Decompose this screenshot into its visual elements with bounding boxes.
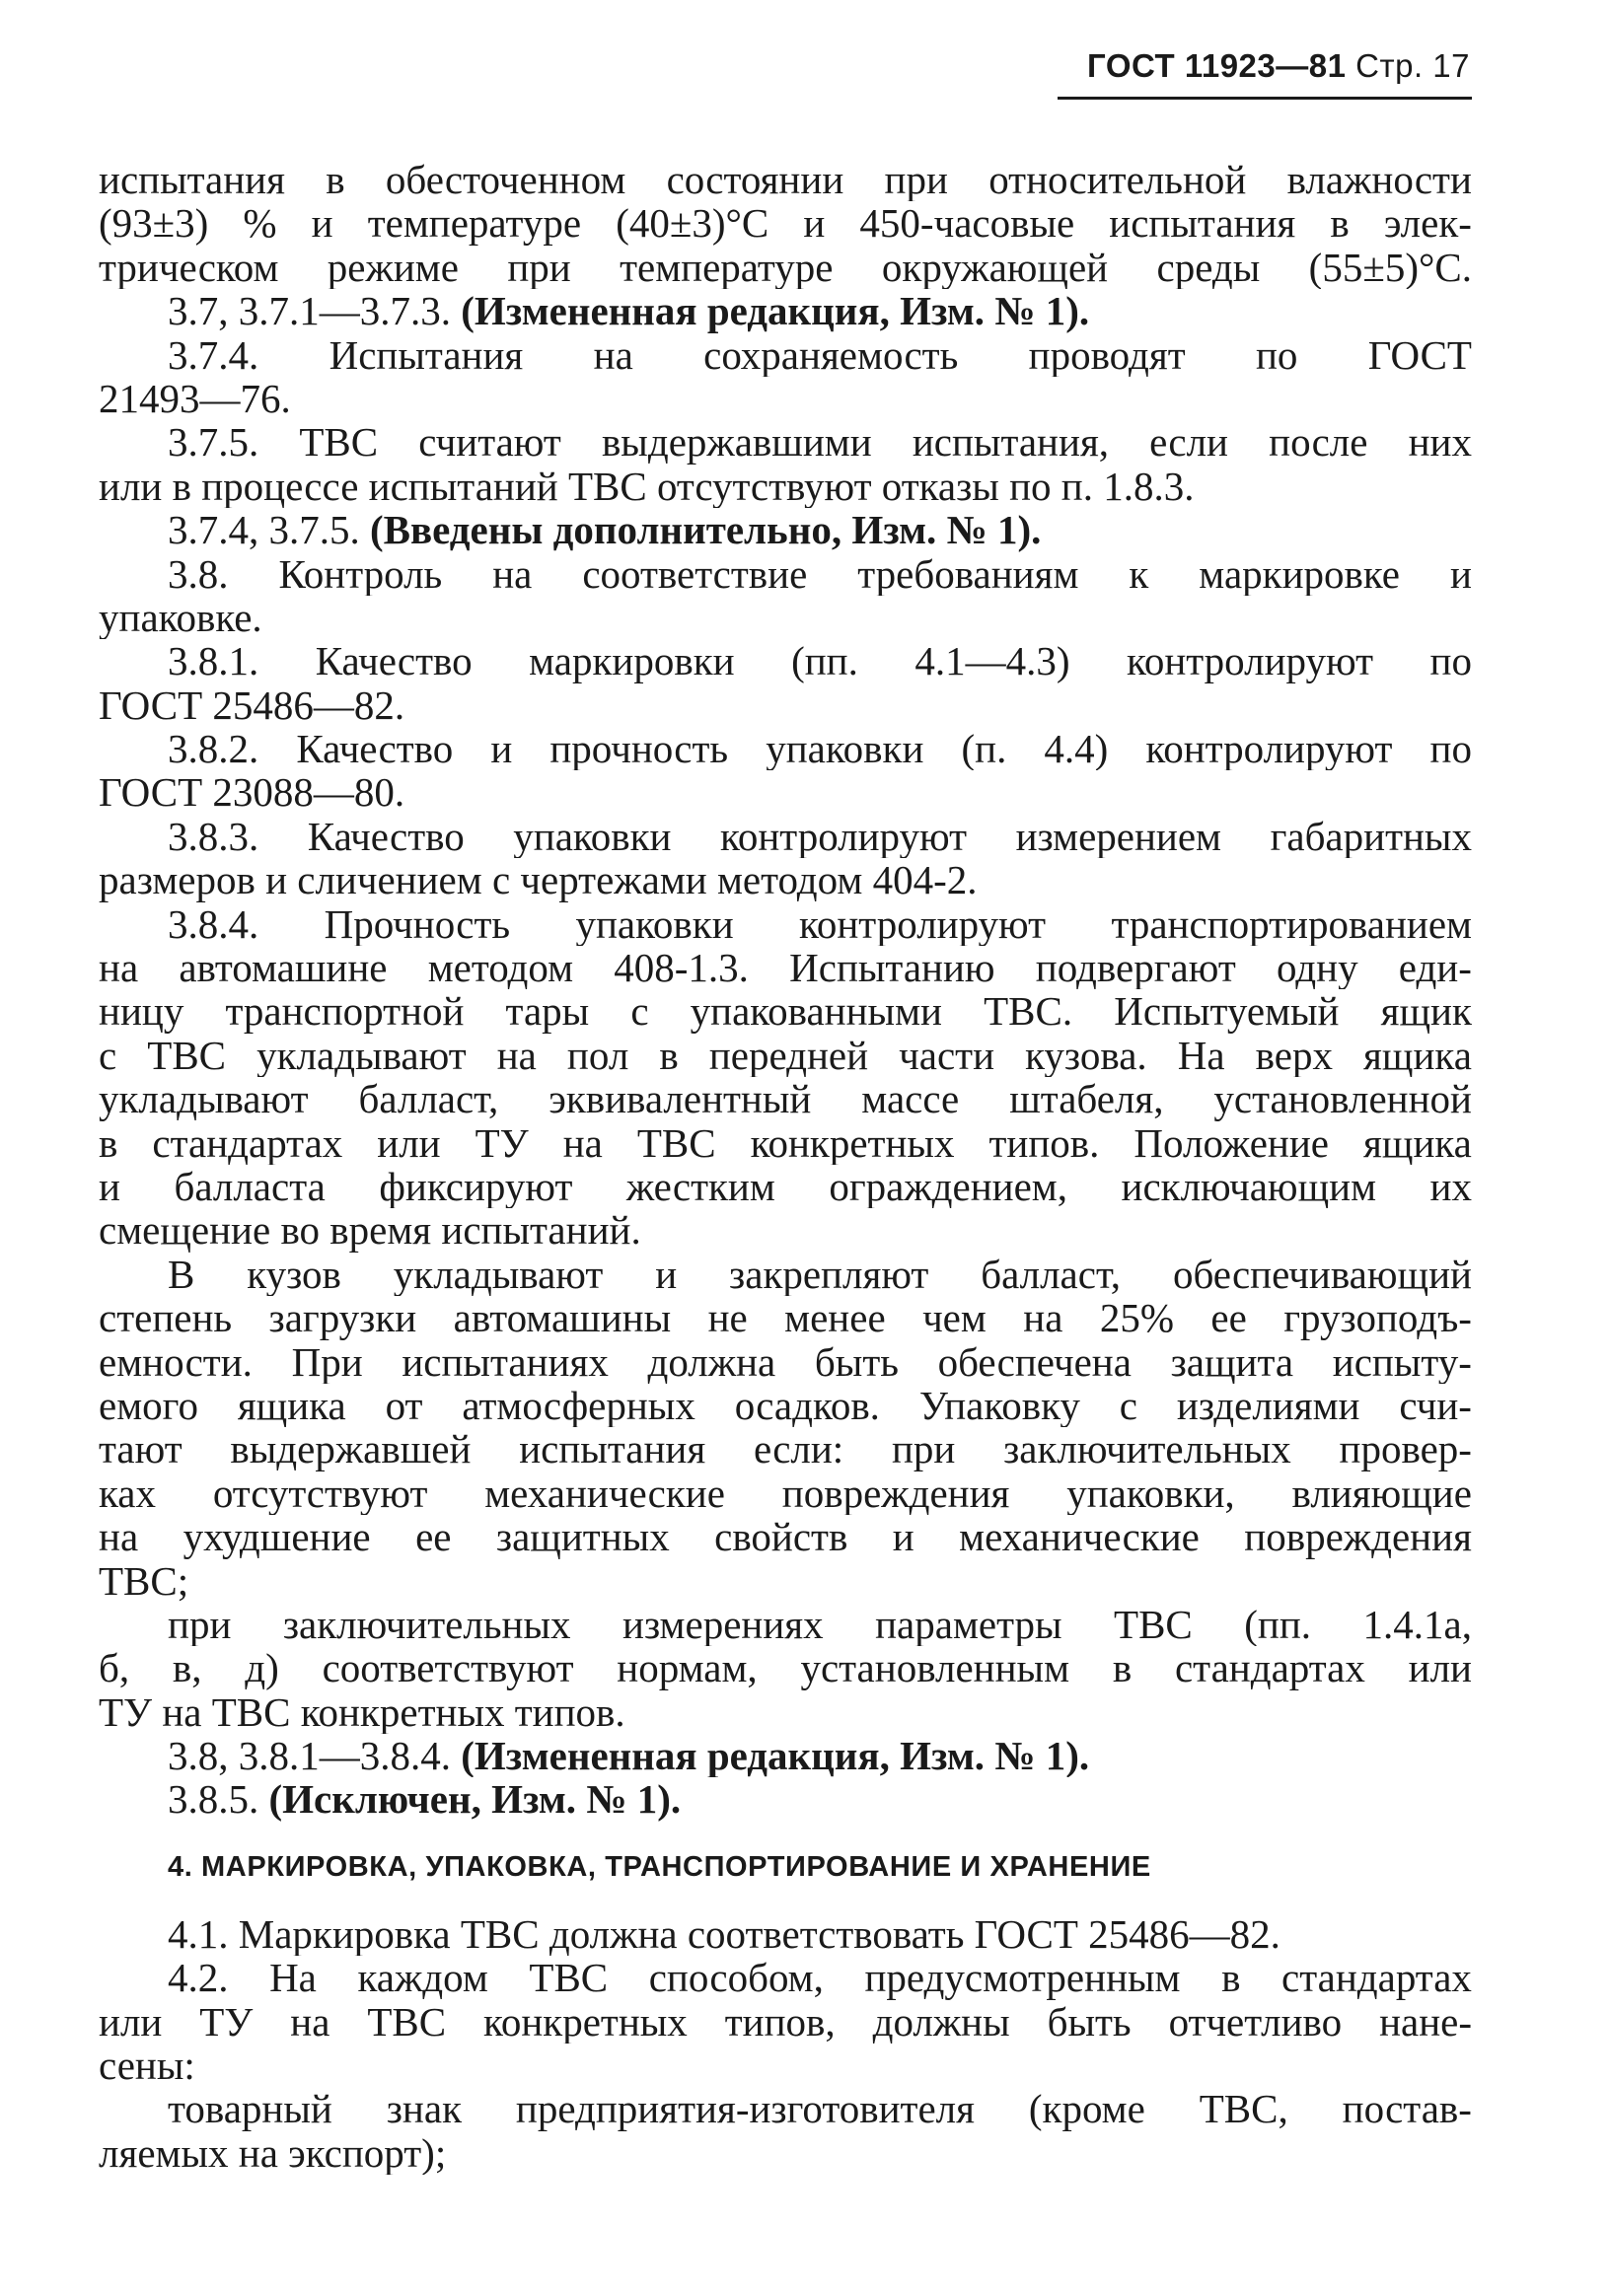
word: в <box>1112 1646 1133 1690</box>
word: в <box>659 1033 679 1078</box>
word: ках <box>99 1471 156 1516</box>
word: отчетливо <box>1168 1999 1343 2045</box>
word: в, <box>172 1646 202 1690</box>
word: по <box>1429 639 1472 683</box>
text-line: ляемых на экспорт); <box>99 2130 447 2176</box>
word: с <box>630 989 649 1034</box>
word: транспортной <box>225 989 465 1034</box>
amendment-note: (Измененная редакция, Изм. № 1). <box>461 289 1090 333</box>
text-line <box>99 815 1472 858</box>
amendment-note: (Измененная редакция, Изм. № 1). <box>461 1734 1090 1778</box>
word: ТУ <box>199 1999 254 2045</box>
word: упаковки <box>766 727 924 771</box>
word: автомашине <box>179 946 388 990</box>
text-line <box>99 1646 1472 1689</box>
text-line <box>99 552 1472 596</box>
text-line: ТВС; <box>99 1558 189 1603</box>
word: них <box>1408 420 1472 465</box>
word: балласта <box>174 1164 326 1209</box>
word: в <box>1330 201 1350 246</box>
word: ТВС <box>636 1120 716 1165</box>
text-line <box>99 946 1472 989</box>
word: провер- <box>1339 1427 1472 1471</box>
word: с <box>1119 1383 1137 1428</box>
word: 3.8.2. <box>168 727 259 771</box>
word: степень <box>99 1296 233 1340</box>
word: по <box>1255 332 1298 377</box>
word: подвергают <box>1035 946 1236 990</box>
word: кузова. <box>1025 1033 1147 1078</box>
word: должны <box>872 1999 1010 2045</box>
word: Контроль <box>278 551 443 596</box>
word: Испытуемый <box>1114 989 1340 1034</box>
word: части <box>899 1033 995 1078</box>
word: заключительных <box>282 1602 571 1647</box>
word: ограждением, <box>829 1164 1068 1209</box>
word: контролируют <box>1126 639 1374 683</box>
word: на <box>290 1999 330 2045</box>
word: 3.8.4. <box>168 901 259 947</box>
word: пол <box>566 1033 629 1078</box>
word: (55±5)°С. <box>1308 245 1472 290</box>
word: не <box>707 1296 748 1340</box>
word: механические <box>484 1471 725 1516</box>
word: и <box>655 1252 678 1297</box>
word: если: <box>753 1427 844 1471</box>
word: 1.4.1а, <box>1362 1602 1472 1647</box>
word: (п. <box>961 727 1007 771</box>
word: их <box>1429 1164 1472 1209</box>
word: маркировки <box>529 639 735 683</box>
word: на <box>593 332 633 377</box>
word: предприятия-изготовителя <box>515 2087 975 2131</box>
word: 25% <box>1099 1296 1174 1340</box>
word: передней <box>708 1033 869 1078</box>
text-line <box>99 902 1472 946</box>
word: и <box>803 201 826 246</box>
word: обеспечена <box>937 1339 1132 1384</box>
word: по <box>1429 727 1472 771</box>
word: ницу <box>99 989 184 1034</box>
text-line <box>99 1515 1472 1558</box>
word: считают <box>418 420 561 465</box>
text-line <box>99 289 1472 332</box>
word: после <box>1269 420 1368 465</box>
word: На <box>269 1956 317 2000</box>
word: от <box>385 1383 423 1428</box>
word: свойств <box>714 1515 848 1559</box>
word: измерениях <box>622 1602 824 1647</box>
text-line: упаковке. <box>99 595 262 640</box>
word: на <box>492 551 533 596</box>
word: контролируют <box>799 901 1047 947</box>
word: на <box>1023 1296 1063 1340</box>
word: 3.7.5. <box>168 420 259 465</box>
text-line <box>99 1956 1472 1999</box>
text-line <box>99 1296 1472 1339</box>
text-line <box>99 201 1472 245</box>
word: и <box>490 727 513 771</box>
text-line <box>99 1777 1472 1821</box>
word: ее <box>1210 1296 1247 1340</box>
line-text: 3.8, 3.8.1—3.8.4. <box>168 1734 462 1778</box>
text-line <box>99 1253 1472 1296</box>
word: ТВС <box>1114 1602 1193 1647</box>
word: если <box>1149 420 1228 465</box>
word: требованиям <box>857 551 1079 596</box>
standard-number: ГОСТ 11923—81 <box>1087 47 1347 84</box>
word: среды <box>1156 245 1261 290</box>
word: счи- <box>1399 1383 1472 1428</box>
word: тают <box>99 1427 183 1471</box>
word: 450-часовые <box>859 201 1075 246</box>
word: осадков. <box>734 1383 880 1428</box>
word: или <box>99 1999 163 2045</box>
word: емности. <box>99 1339 253 1384</box>
word: эквивалентный <box>549 1077 812 1121</box>
word: температуре <box>367 201 582 246</box>
word: и <box>1449 551 1472 596</box>
word: постав- <box>1342 2087 1472 2131</box>
text-line <box>99 1471 1472 1515</box>
word: укладывают <box>99 1077 309 1121</box>
word: фиксируют <box>379 1164 573 1209</box>
word: предусмотренным <box>864 1956 1181 2000</box>
text-line <box>99 1034 1472 1077</box>
word: контролируют <box>1145 727 1393 771</box>
word: механические <box>959 1515 1200 1559</box>
word: должна <box>647 1339 776 1384</box>
word: укладывают <box>256 1033 467 1078</box>
header-rule <box>1058 97 1472 100</box>
text-line <box>99 246 1472 289</box>
word: ящика <box>237 1383 346 1428</box>
word: и <box>311 201 333 246</box>
word: транспортированием <box>1111 901 1472 947</box>
text-block-section-4 <box>99 1912 1472 2175</box>
text-line: сены: <box>99 2044 195 2088</box>
word: состоянии <box>666 158 844 202</box>
word: повреждения <box>781 1471 1010 1516</box>
text-line <box>99 508 1472 551</box>
word: штабеля, <box>1009 1077 1164 1121</box>
text-line: размеров и сличением с чертежами методом 404-2. <box>99 858 978 902</box>
word: При <box>291 1339 363 1384</box>
word: ТВС <box>367 1999 447 2045</box>
text-line <box>99 420 1472 464</box>
text-line <box>99 1603 1472 1646</box>
word: упаковки <box>575 901 734 947</box>
amendment-note: (Исключен, Изм. № 1). <box>268 1777 682 1822</box>
word: с <box>99 1033 117 1078</box>
word: чем <box>922 1296 987 1340</box>
word: прочность <box>549 727 729 771</box>
word: (пп. <box>791 639 858 683</box>
word: Упаковку <box>918 1383 1080 1428</box>
word: емого <box>99 1383 198 1428</box>
text-block-section-3 <box>99 158 1472 1822</box>
word: % <box>243 201 277 246</box>
word: заключительных <box>1003 1427 1291 1471</box>
text-line <box>99 1121 1472 1165</box>
word: жестким <box>625 1164 775 1209</box>
word: нормам, <box>617 1646 758 1690</box>
word: обеспечивающий <box>1172 1252 1472 1297</box>
text-line: или в процессе испытаний ТВС отсутствуют отказы по п. 1.8.3. <box>99 464 1195 509</box>
line-text: 3.7.4, 3.7.5. <box>168 508 370 552</box>
word: кузов <box>247 1252 341 1297</box>
word: (40±3)°С <box>616 201 769 246</box>
word: стандартах <box>152 1120 343 1165</box>
word: 4.4) <box>1044 727 1109 771</box>
word: испытания, <box>912 420 1110 465</box>
word: упаковки, <box>1066 1471 1235 1516</box>
word: ящик <box>1380 989 1472 1034</box>
word: выдержавшей <box>230 1427 472 1471</box>
word: ТВС, <box>1199 2087 1288 2131</box>
word: Качество <box>315 639 473 683</box>
text-line <box>99 158 1472 201</box>
word: маркировке <box>1199 551 1400 596</box>
word: отсутствуют <box>212 1471 428 1516</box>
word: окружающей <box>881 245 1109 290</box>
word: соответствуют <box>322 1646 574 1690</box>
word: одну <box>1276 946 1358 990</box>
word: испытания <box>1109 201 1296 246</box>
word: конкретных <box>483 1999 688 2045</box>
word: каждом <box>357 1956 488 2000</box>
word: быть <box>814 1339 899 1384</box>
word: защита <box>1170 1339 1294 1384</box>
word: знак <box>386 2087 462 2131</box>
page-number: Стр. 17 <box>1355 47 1470 84</box>
word: или <box>377 1120 441 1165</box>
word: проводят <box>1028 332 1186 377</box>
word: атмосферных <box>462 1383 695 1428</box>
text-line: ГОСТ 23088—80. <box>99 770 405 815</box>
word: исключающим <box>1121 1164 1377 1209</box>
word: температуре <box>620 245 834 290</box>
word: (93±3) <box>99 201 209 246</box>
word: и <box>892 1515 914 1559</box>
text-line <box>99 1077 1472 1120</box>
word: относительной <box>988 158 1247 202</box>
word: 3.8.1. <box>168 639 259 683</box>
word: еди- <box>1398 946 1472 990</box>
word: ящика <box>1363 1033 1472 1078</box>
word: ТВС <box>529 1956 609 2000</box>
word: изделиями <box>1176 1383 1360 1428</box>
word: б, <box>99 1646 130 1690</box>
word: выдержавшими <box>601 420 872 465</box>
word: Испытанию <box>789 946 995 990</box>
word: автомашины <box>453 1296 672 1340</box>
text-line <box>99 1734 1472 1777</box>
word: методом <box>427 946 574 990</box>
word: режиме <box>327 245 459 290</box>
word: на <box>99 946 139 990</box>
word: загрузки <box>268 1296 417 1340</box>
word: закрепляют <box>729 1252 929 1297</box>
word: испытания <box>519 1427 706 1471</box>
word: Испытания <box>329 332 524 377</box>
word: защитных <box>495 1515 670 1559</box>
word: 3.8. <box>168 551 229 596</box>
word: д) <box>245 1646 279 1690</box>
word: к <box>1129 551 1149 596</box>
word: габаритных <box>1270 814 1472 859</box>
word: стандартах <box>1174 1646 1365 1690</box>
word: ТУ <box>475 1120 529 1165</box>
text-line <box>99 2087 1472 2130</box>
word: влажности <box>1286 158 1472 202</box>
page-header <box>1056 47 1470 85</box>
word: верх <box>1255 1033 1333 1078</box>
word: в <box>1221 1956 1241 2000</box>
word: 408-1.3. <box>614 946 749 990</box>
word: при <box>891 1427 956 1471</box>
word: (пп. <box>1244 1602 1312 1647</box>
word: товарный <box>168 2087 332 2131</box>
word: на <box>562 1120 603 1165</box>
word: испытания <box>99 158 285 202</box>
word: при <box>884 158 948 202</box>
word: типов. <box>988 1120 1100 1165</box>
word: параметры <box>875 1602 1062 1647</box>
word: типов, <box>724 1999 836 2045</box>
word: конкретных <box>750 1120 955 1165</box>
text-line <box>99 727 1472 770</box>
word: испыту- <box>1332 1339 1472 1384</box>
word: Положение <box>1134 1120 1329 1165</box>
word: 3.8.3. <box>168 814 259 859</box>
word: ТВС <box>147 1033 227 1078</box>
word: при <box>168 1602 232 1647</box>
word: или <box>1408 1646 1472 1690</box>
word: установленной <box>1213 1077 1472 1121</box>
word: в <box>99 1120 118 1165</box>
text-line: 4.1. Маркировка ТВС должна соответствовать ГОСТ 25486—82. <box>168 1911 1280 1957</box>
word: укладывают <box>393 1252 604 1297</box>
word: на <box>496 1033 537 1078</box>
word: В <box>168 1252 195 1297</box>
word: Прочность <box>324 901 511 947</box>
word: массе <box>861 1077 960 1121</box>
word: соответствие <box>582 551 808 596</box>
word: испытаниях <box>402 1339 609 1384</box>
text-line: 21493—76. <box>99 376 291 421</box>
text-line <box>99 639 1472 682</box>
word: ТВС <box>299 420 379 465</box>
word: ящика <box>1363 1120 1472 1165</box>
word: Качество <box>307 814 465 859</box>
line-text: 3.8.5. <box>168 1777 269 1822</box>
amendment-note: (Введены дополнительно, Изм. № 1). <box>370 508 1042 552</box>
word: нане- <box>1379 1999 1472 2045</box>
word: способом, <box>648 1956 824 2000</box>
text-line <box>99 2000 1472 2044</box>
text-line: ТУ на ТВС конкретных типов. <box>99 1689 625 1735</box>
word: повреждения <box>1244 1515 1472 1559</box>
text-line <box>99 1165 1472 1208</box>
word: в <box>326 158 345 202</box>
text-line: смещение во время испытаний. <box>99 1208 641 1253</box>
word: 4.2. <box>168 1956 229 2000</box>
text-line <box>99 989 1472 1033</box>
word: на <box>99 1515 139 1559</box>
word: и <box>99 1164 120 1209</box>
word: ТВС. <box>984 989 1073 1034</box>
word: трическом <box>99 245 279 290</box>
word: стандартах <box>1281 1956 1472 2000</box>
word: 4.1—4.3) <box>914 639 1070 683</box>
word: 3.7.4. <box>168 332 259 377</box>
line-text: 3.7, 3.7.1—3.7.3. <box>168 289 462 333</box>
text-line <box>99 1384 1472 1427</box>
word: ее <box>415 1515 452 1559</box>
word: менее <box>784 1296 886 1340</box>
word: сохраняемость <box>703 332 959 377</box>
word: установленным <box>800 1646 1070 1690</box>
word: балласт, <box>358 1077 499 1121</box>
word: контролируют <box>720 814 968 859</box>
word: элек- <box>1383 201 1472 246</box>
word: при <box>507 245 571 290</box>
word: балласт, <box>981 1252 1122 1297</box>
word: На <box>1177 1033 1225 1078</box>
section-heading: 4. МАРКИРОВКА, УПАКОВКА, ТРАНСПОРТИРОВАНИЕ И ХРАНЕНИЕ <box>168 1850 1151 1883</box>
word: быть <box>1047 1999 1132 2045</box>
word: (кроме <box>1028 2087 1145 2131</box>
word: влияющие <box>1291 1471 1472 1516</box>
word: грузоподъ- <box>1283 1296 1472 1340</box>
word: измерением <box>1015 814 1222 859</box>
word: тары <box>505 989 590 1034</box>
word: упакованными <box>690 989 942 1034</box>
text-line <box>99 1427 1472 1471</box>
word: ГОСТ <box>1367 332 1472 377</box>
word: ухудшение <box>183 1515 371 1559</box>
text-line <box>99 333 1472 377</box>
text-line <box>99 1340 1472 1384</box>
word: Качество <box>296 727 454 771</box>
text-line: ГОСТ 25486—82. <box>99 682 405 728</box>
word: обесточенном <box>385 158 626 202</box>
word: упаковки <box>513 814 672 859</box>
document-body <box>99 158 1472 2175</box>
